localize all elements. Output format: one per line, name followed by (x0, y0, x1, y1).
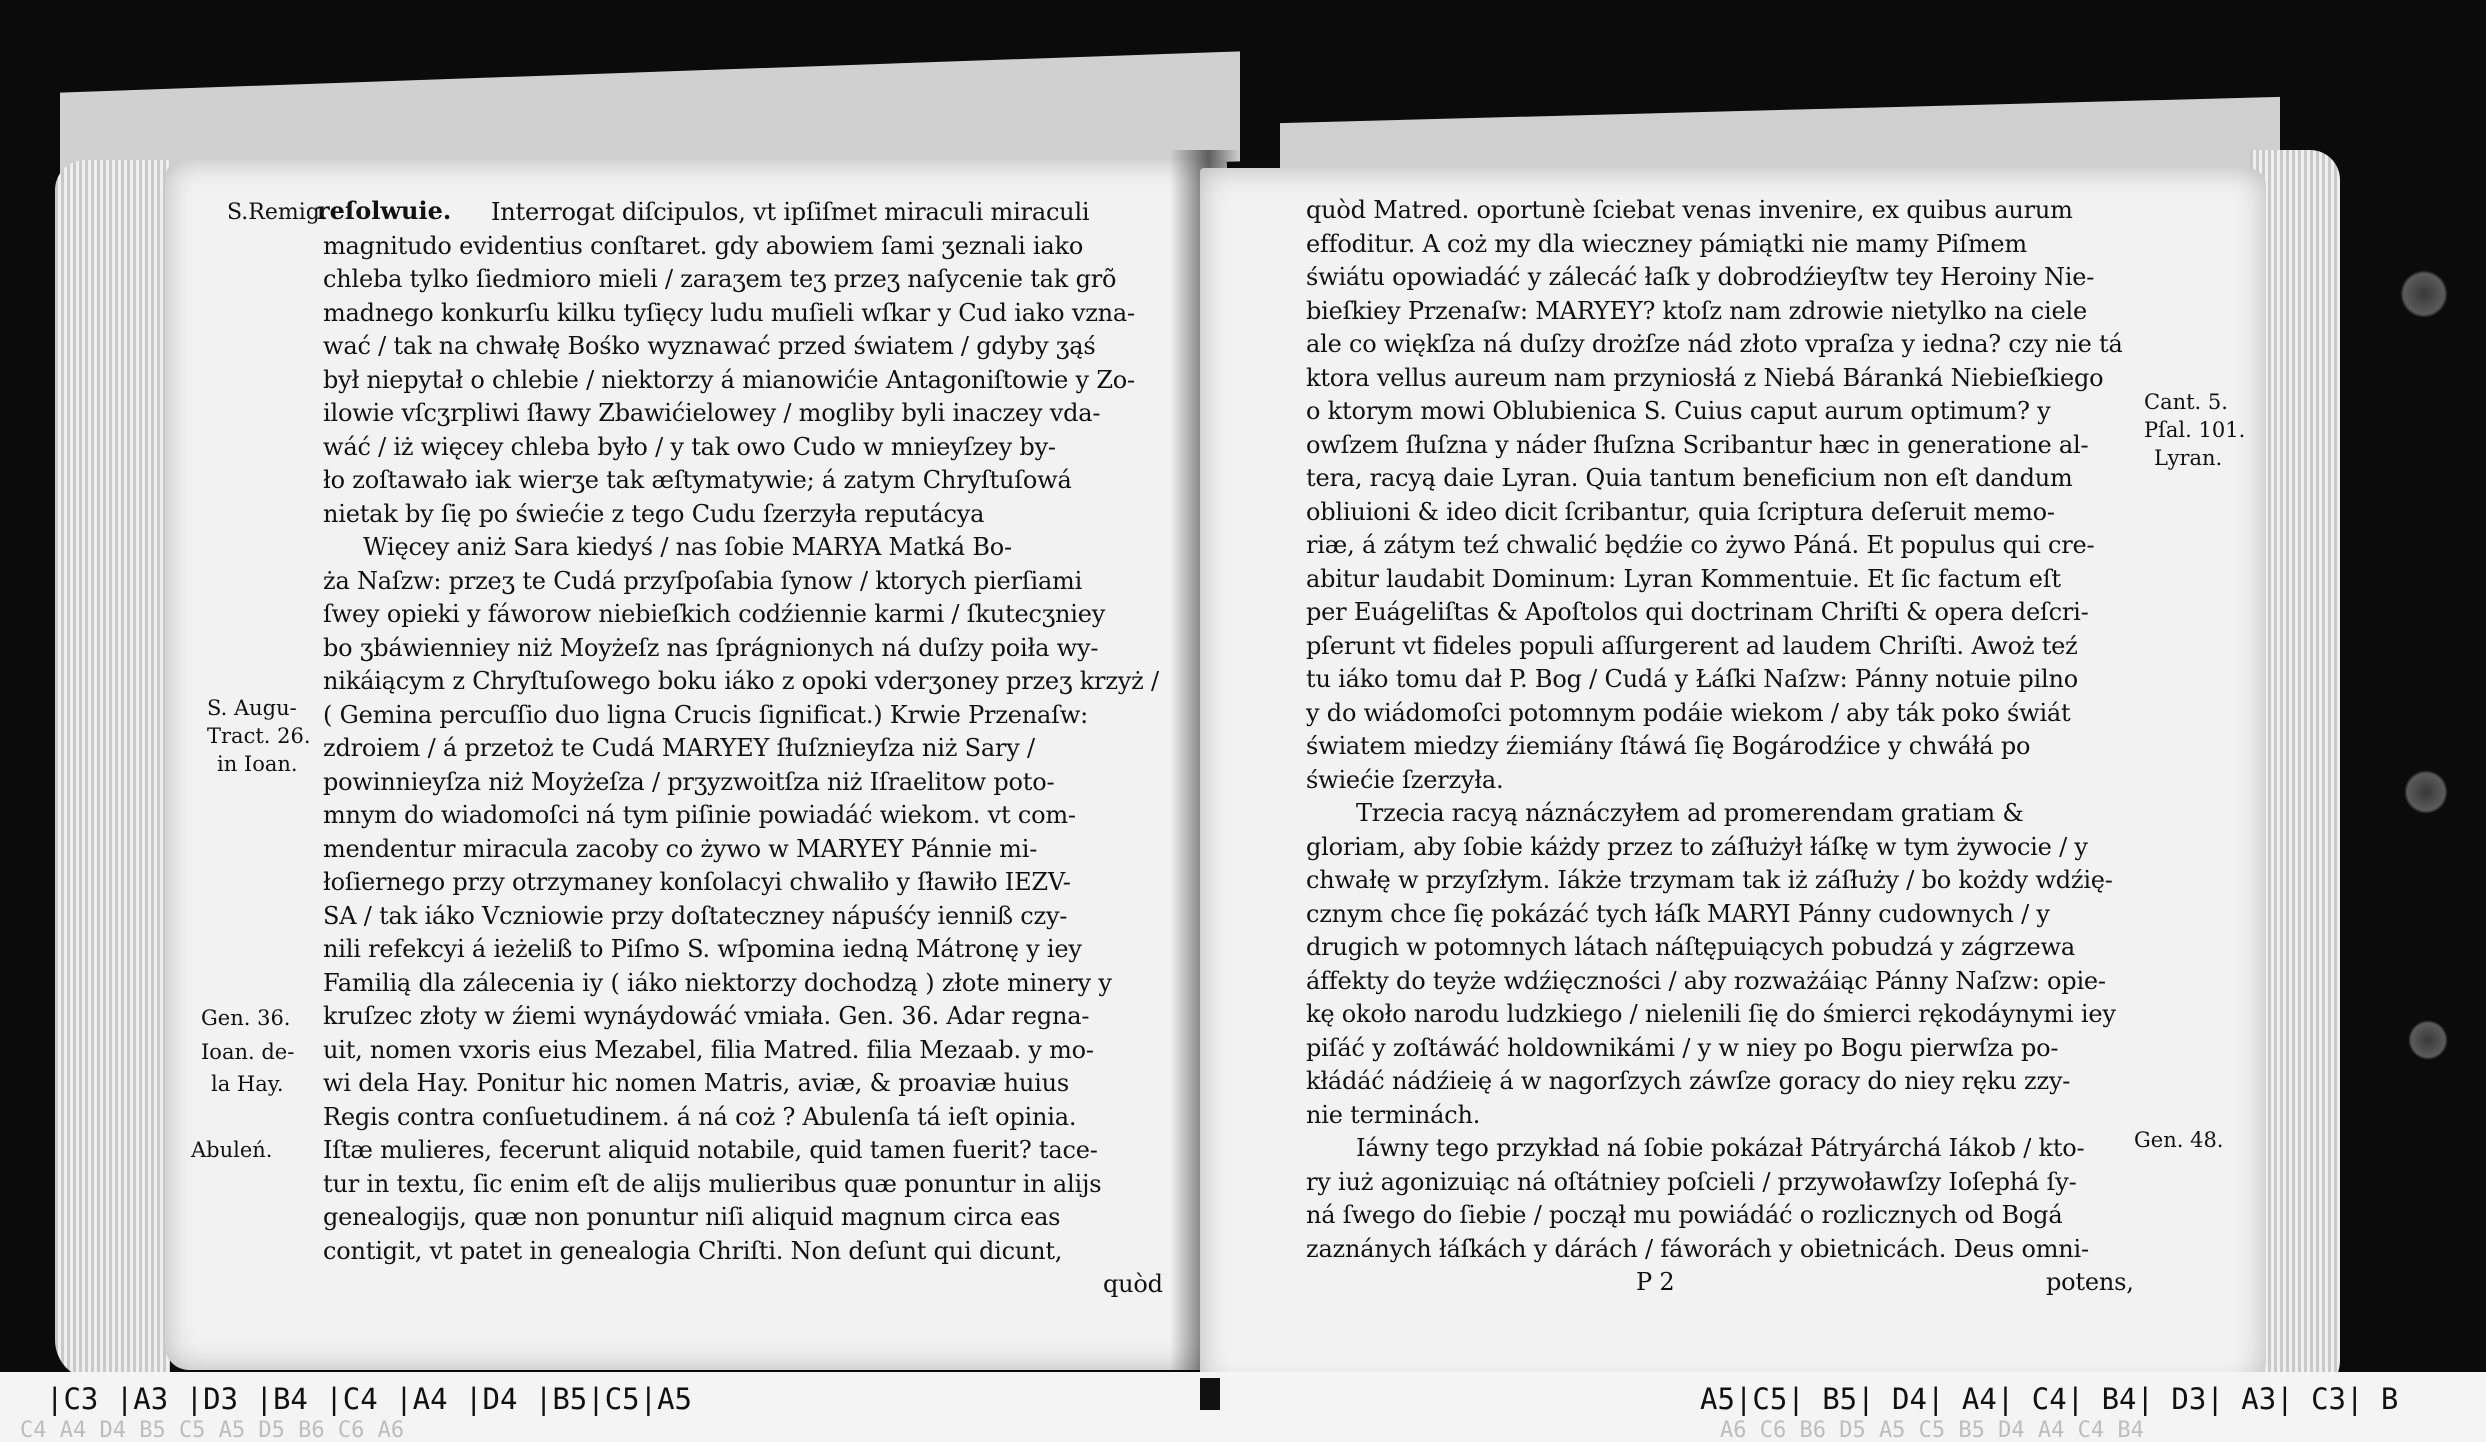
margin-note-gen48: Gen. 48. (2134, 1128, 2224, 1152)
text-line: ilowie vſcʒrpliwi ſławy Zbawićielowey / mogliby byli inaczey vda- (323, 399, 1101, 427)
text-line: riæ, á zátym teź chwalić będźie co żywo Páná. Et populus qui cre- (1306, 531, 2095, 559)
text-line: Więcey aniż Sara kiedyś / nas ſobie MARYA Matká Bo- (363, 533, 1012, 561)
stain-2 (2404, 770, 2448, 814)
text-line: y do wiádomoſci potomnym podáie wiekom / aby ták poko świát (1306, 698, 2071, 727)
text-line: abitur laudabit Dominum: Lyran Kommentuie. Et ſic factum eſt (1306, 564, 2061, 593)
text-line: effoditur. A coż my dla wieczney pámiątki nie mamy Piſmem (1306, 229, 2027, 258)
text-line: chwałę w przyſzłym. Iákże trzymam tak iż záſłuży / bo kożdy wdźię- (1306, 866, 2113, 894)
text-line: piſáć y zoſtáwáć holdownikámi / y w niey po Bogu pierwſza po- (1306, 1033, 2059, 1062)
text-line: Iáwny tego przykład ná ſobie pokázał Pátryárchá Iákob / kto- (1356, 1134, 2085, 1162)
text-line: wi dela Hay. Ponitur hic nomen Matris, aviæ, & proaviæ huius (323, 1069, 1069, 1097)
left-page-stack-edge (55, 160, 170, 1380)
text-line: obliuioni & ideo dicit ſcribantur, quia ſcriptura deſeruit memo- (1306, 497, 2055, 526)
text-line: światem miedzy źiemiány ſtáwá ſię Bogárodźice y chwáłá po (1306, 732, 2031, 760)
signature-mark: P 2 (1636, 1268, 1675, 1296)
text-line: ża Naſzw: przeʒ te Cudá przyſpoſabia ſynow / ktorych pierſiami (323, 566, 1083, 595)
text-line: ło zoſtawało iak wierʒe tak æſtymatywie; á zatym Chryſtuſowá (323, 466, 1072, 494)
margin-note-cant-3: Lyran. (2154, 446, 2223, 470)
left-lines (323, 196, 1163, 1302)
margin-note-cant-2: Pſal. 101. (2144, 418, 2246, 442)
text-line: mendentur miracula zacoby co żywo w MARYEY Pánnie mi- (323, 834, 1038, 863)
text-line: ná ſwego do ſiebie / począł mu powiádáć o rozlicznych od Bogá (1306, 1201, 2063, 1229)
text-line: bieſkiey Przenaſw: MARYEY? ktoſz nam zdrowie nietylko na ciele (1306, 296, 2088, 325)
text-line: wać / tak na chwałę Bośko wyznawać przed światem / gdyby ʒąś (323, 332, 1096, 360)
text-line: owſzem ſłuſzna y náder ſłuſzna Scribantur hæc in generatione al- (1306, 430, 2089, 459)
text-line: Regis contra conſuetudinem. á ná coż ? Abulenſa tá ieſt opinia. (323, 1102, 1077, 1131)
text-line: contigit, vt patet in genealogia Chriſti. Non deſunt qui dicunt, (323, 1236, 1063, 1265)
text-line: chleba tylko ſiedmioro mieli / zaraʒem teʒ przeʒ naſycenie tak grõ (323, 265, 1117, 293)
catchword: potens, (2046, 1268, 2134, 1296)
text-line: per Euágeliſtas & Apoſtolos qui doctrinam Chriſti & opera deſcri- (1306, 598, 2089, 626)
text-line: świećie ſzerzyła. (1306, 765, 1504, 794)
stain-1 (2400, 270, 2448, 318)
left-first-word: reſolwuie. (317, 196, 452, 225)
text-line: magnitudo evidentius conſtaret. gdy abowiem ſami ʒeznali iako (323, 231, 1084, 260)
text-line: kłádáć nádźieię á w nagorſzych záwſze goracy do niey ręku zzy- (1306, 1067, 2071, 1095)
text-line: ale co więkſza ná duſzy drożſze nád złoto vpraſza y iedna? czy nie tá (1306, 330, 2123, 358)
text-line: Familią dla zálecenia iy ( iáko niektorzy dochodzą ) złote minery y (323, 968, 1112, 997)
catchword: quòd (1103, 1270, 1163, 1298)
text-line: uit, nomen vxoris eius Mezabel, filia Matred. filia Mezaab. y mo- (323, 1035, 1094, 1064)
text-line: Iſtæ mulieres, fecerunt aliquid notabile, quid tamen fuerit? tace- (323, 1136, 1098, 1164)
page-footer (1306, 1266, 2226, 1300)
text-line: SA / tak iáko Vczniowie przy doſtateczney nápuśćy ienniß czy- (323, 901, 1068, 930)
film-reference-strip (0, 1372, 2486, 1442)
text-line: zdroiem / á przetoż te Cudá MARYEY ſłuſznieyſza niż Sary / (323, 734, 1035, 762)
text-line: łoſiernego przy otrzymaney konſolacyi chwaliło y ſławiło IEZV- (323, 868, 1071, 896)
text-line: powinnieyſza niż Moyżeſza / prʒyzwoitſza niż Iſraelitow poto- (323, 767, 1055, 796)
left-page (165, 160, 1227, 1370)
text-line: Trzecia racyą náznáczyłem ad promerendam gratiam & (1356, 799, 2024, 827)
text-line: ry iuż agonizuiąc ná oſtátniey poſcieli / przywoławſzy Ioſephá ſy- (1306, 1167, 2077, 1196)
text-line: nie terminách. (1306, 1100, 1481, 1129)
text-line: cznym chce ſię pokázáć tych łáſk MARYI Pánny cudownych / y (1306, 899, 2050, 928)
strip-faint-right: A6 C6 B6 D5 A5 C5 B5 D4 A4 C4 B4 (1720, 1418, 2144, 1442)
text-line: tu iáko tomu dał P. Bog / Cudá y Łáſki Naſzw: Pánny notuie pilno (1306, 665, 2079, 693)
text-line: wáć / iż więcey chleba było / y tak owo Cudo w mnieyſzey by- (323, 432, 1056, 461)
margin-note-abulen: Abuleń. (191, 1138, 273, 1162)
text-line: gloriam, aby ſobie káżdy przez to záſłużył łáſkę w tym żywocie / y (1306, 832, 2088, 861)
margin-note-remig: S.Remig. (227, 200, 327, 225)
margin-note-delahay-1: Ioan. de- (201, 1040, 295, 1064)
text-line: ſwey opieki y fáworow niebieſkich codźiennie karmi / ſkutecʒniey (323, 600, 1106, 628)
text-line: drugich w potomnych látach náſtępuiących pobudzá y zágrzewa (1306, 933, 2075, 961)
margin-note-augustine-2: Tract. 26. (207, 724, 311, 748)
margin-note-cant-1: Cant. 5. (2144, 390, 2228, 414)
margin-note-augustine-1: S. Augu- (207, 696, 297, 720)
text-line: ( Gemina percuſſio duo ligna Crucis ſignificat.) Krwie Przenaſw: (323, 700, 1089, 729)
margin-note-gen36: Gen. 36. (201, 1006, 291, 1030)
text-line: madnego konkurſu kilku tyſięcy ludu muſieli wſkar y Cud iako vzna- (323, 298, 1135, 327)
strip-labels-left: |C3 |A3 |D3 |B4 |C4 |A4 |D4 |B5|C5|A5 (46, 1382, 693, 1416)
text-line: mnym do wiadomoſci ná tym piſinie powiadáć wiekom. vt com- (323, 801, 1076, 829)
text-line: quòd Matred. oportunè ſciebat venas invenire, ex quibus aurum (1306, 196, 2073, 224)
text-line: genealogijs, quæ non ponuntur niſi aliquid magnum circa eas (323, 1203, 1061, 1231)
text-line: áffekty do teyże wdźięczności / aby rozważáiąc Pánny Naſzw: opie- (1306, 966, 2106, 995)
left-margin-notes (165, 160, 325, 1360)
text-line: świátu opowiadáć y zálecáć łaſk y dobrodźieyſtw tey Heroiny Nie- (1306, 263, 2095, 291)
text-line: nikáiącym z Chryſtuſowego boku iáko z opoki vderʒoney przeʒ krzyż / (323, 667, 1159, 695)
text-line: pſerunt vt fideles populi aſſurgerent ad laudem Chriſti. Awoż teź (1306, 631, 2078, 660)
stain-3 (2408, 1020, 2448, 1060)
text-line: kę około narodu ludzkiego / nielenili ſię do śmierci rękodáynymi iey (1306, 1000, 2116, 1028)
right-page (1200, 168, 2266, 1390)
margin-note-delahay-2: la Hay. (211, 1072, 284, 1096)
margin-note-augustine-3: in Ioan. (217, 752, 298, 776)
strip-faint-left: C4 A4 D4 B5 C5 A5 D5 B6 C6 A6 (20, 1418, 405, 1442)
text-line: kruſzec złoty w źiemi wynáydowáć vmiała. Gen. 36. Adar regna- (323, 1002, 1090, 1030)
text-line: Interrogat diſcipulos, vt ipſiſmet miraculi miraculi (491, 198, 1090, 226)
right-body-text (1306, 194, 2226, 1300)
right-margin-notes (2134, 168, 2264, 1368)
strip-center-mark (1200, 1378, 1220, 1410)
text-line: o ktorym mowi Oblubienica S. Cuius caput aurum optimum? y (1306, 397, 2051, 425)
strip-labels-right: A5|C5| B5| D4| A4| C4| B4| D3| A3| C3| B (1700, 1382, 2399, 1416)
text-line: zaznánych łáſkách y dárách / fáworách y obietnicách. Deus omni- (1306, 1234, 2089, 1263)
text-line: był niepytał o chlebie / niektorzy á mianowićie Antagoniſtowie y Zo- (323, 365, 1135, 394)
text-line: bo ʒbáwienniey niż Moyżeſz nas ſprágnionych ná duſzy poiła wy- (323, 633, 1099, 662)
text-line: nili refekcyi á ieżeliß to Piſmo S. wſpomina iedną Mátronę y iey (323, 935, 1082, 963)
text-line: ktora vellus aureum nam przyniosłá z Niebá Báranká Niebieſkiego (1306, 363, 2104, 392)
text-line: tur in textu, ſic enim eſt de alijs mulieribus quæ ponuntur in alijs (323, 1169, 1102, 1198)
text-line: tera, racyą daie Lyran. Quia tantum beneficium non eſt dandum (1306, 464, 2073, 492)
text-line: nietak by ſię po świećie z tego Cudu ſzerzyła reputácya (323, 499, 985, 528)
